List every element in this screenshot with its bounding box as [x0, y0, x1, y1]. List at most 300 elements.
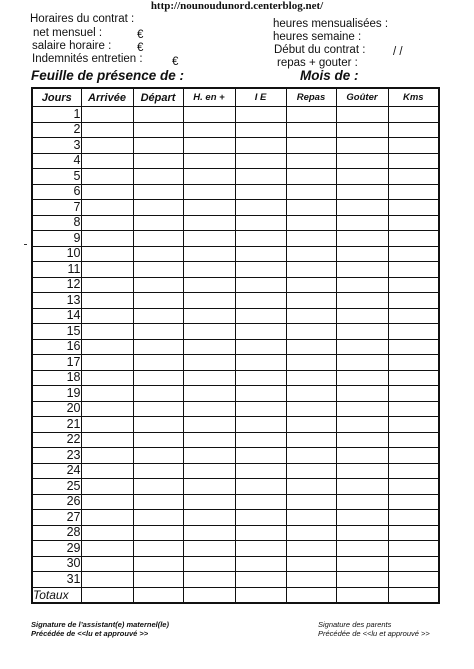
entry-cell[interactable]: [286, 448, 336, 464]
entry-cell[interactable]: [235, 122, 286, 138]
entry-cell[interactable]: [183, 370, 235, 386]
entry-cell[interactable]: [183, 525, 235, 541]
entry-cell[interactable]: [286, 169, 336, 185]
entry-cell[interactable]: [336, 510, 388, 526]
indemnites-label: Indemnités entretien :: [32, 53, 143, 65]
entry-cell[interactable]: [286, 386, 336, 402]
entry-cell[interactable]: [133, 494, 183, 510]
day-row: [32, 200, 439, 216]
day-row: [32, 107, 439, 123]
entry-cell[interactable]: [183, 184, 235, 200]
entry-cell[interactable]: [235, 432, 286, 448]
entry-cell[interactable]: [388, 293, 439, 309]
entry-cell[interactable]: [286, 153, 336, 169]
entry-cell[interactable]: [336, 401, 388, 417]
day-number: 25: [32, 479, 81, 495]
day-number: 31: [32, 572, 81, 588]
entry-cell[interactable]: [81, 432, 133, 448]
entry-cell[interactable]: [81, 479, 133, 495]
entry-cell[interactable]: [235, 541, 286, 557]
entry-cell[interactable]: [336, 479, 388, 495]
entry-cell[interactable]: [336, 277, 388, 293]
day-row: [32, 308, 439, 324]
day-row: [32, 417, 439, 433]
day-row: [32, 355, 439, 371]
entry-cell[interactable]: [183, 169, 235, 185]
entry-cell[interactable]: [336, 417, 388, 433]
entry-cell[interactable]: [388, 386, 439, 402]
entry-cell[interactable]: [235, 556, 286, 572]
day-row: [32, 572, 439, 588]
entry-cell[interactable]: [133, 370, 183, 386]
entry-cell[interactable]: [388, 432, 439, 448]
entry-cell[interactable]: [133, 308, 183, 324]
entry-cell[interactable]: [183, 463, 235, 479]
entry-cell[interactable]: [81, 231, 133, 247]
day-row: [32, 277, 439, 293]
entry-cell[interactable]: [286, 401, 336, 417]
col-header-jours: Jours: [32, 88, 81, 107]
entry-cell[interactable]: [133, 572, 183, 588]
entry-cell[interactable]: [388, 277, 439, 293]
entry-cell[interactable]: [183, 417, 235, 433]
entry-cell[interactable]: [183, 122, 235, 138]
entry-cell[interactable]: [388, 463, 439, 479]
totals-label: Totaux: [32, 587, 81, 603]
entry-cell[interactable]: [286, 293, 336, 309]
entry-cell[interactable]: [133, 200, 183, 216]
entry-cell[interactable]: [336, 525, 388, 541]
entry-cell[interactable]: [81, 370, 133, 386]
entry-cell[interactable]: [133, 556, 183, 572]
entry-cell[interactable]: [133, 184, 183, 200]
entry-cell[interactable]: [388, 215, 439, 231]
signature-parents-note: Précédée de <<lu et approuvé >>: [318, 629, 430, 638]
entry-cell[interactable]: [336, 339, 388, 355]
day-number: 1: [32, 107, 81, 123]
date-separators: / /: [393, 46, 403, 58]
entry-cell[interactable]: [388, 107, 439, 123]
entry-cell[interactable]: [336, 370, 388, 386]
entry-cell[interactable]: [183, 138, 235, 154]
entry-cell[interactable]: [235, 587, 286, 603]
entry-cell[interactable]: [235, 494, 286, 510]
entry-cell[interactable]: [286, 370, 336, 386]
entry-cell[interactable]: [286, 417, 336, 433]
entry-cell[interactable]: [336, 494, 388, 510]
entry-cell[interactable]: [235, 231, 286, 247]
entry-cell[interactable]: [81, 339, 133, 355]
entry-cell[interactable]: [235, 386, 286, 402]
entry-cell[interactable]: [388, 339, 439, 355]
entry-cell[interactable]: [81, 572, 133, 588]
entry-cell[interactable]: [133, 463, 183, 479]
entry-cell[interactable]: [336, 184, 388, 200]
entry-cell[interactable]: [235, 107, 286, 123]
entry-cell[interactable]: [183, 262, 235, 278]
entry-cell[interactable]: [388, 370, 439, 386]
entry-cell[interactable]: [183, 494, 235, 510]
debut-contrat-label: Début du contrat :: [274, 44, 366, 56]
entry-cell[interactable]: [286, 231, 336, 247]
entry-cell[interactable]: [133, 293, 183, 309]
heures-semaine-label: heures semaine :: [273, 31, 362, 43]
col-header-repas: Repas: [286, 88, 336, 107]
entry-cell[interactable]: [235, 370, 286, 386]
entry-cell[interactable]: [183, 277, 235, 293]
entry-cell[interactable]: [133, 277, 183, 293]
entry-cell[interactable]: [81, 184, 133, 200]
day-number: 26: [32, 494, 81, 510]
table-header-row: [32, 88, 439, 107]
entry-cell[interactable]: [183, 215, 235, 231]
entry-cell[interactable]: [183, 556, 235, 572]
entry-cell[interactable]: [336, 324, 388, 340]
entry-cell[interactable]: [81, 386, 133, 402]
entry-cell[interactable]: [388, 525, 439, 541]
entry-cell[interactable]: [336, 355, 388, 371]
entry-cell[interactable]: [286, 432, 336, 448]
site-url: http://nounoudunord.centerblog.net/: [150, 0, 324, 12]
entry-cell[interactable]: [388, 417, 439, 433]
entry-cell[interactable]: [336, 308, 388, 324]
entry-cell[interactable]: [235, 355, 286, 371]
entry-cell[interactable]: [133, 324, 183, 340]
entry-cell[interactable]: [286, 138, 336, 154]
entry-cell[interactable]: [81, 401, 133, 417]
entry-cell[interactable]: [81, 510, 133, 526]
entry-cell[interactable]: [336, 246, 388, 262]
entry-cell[interactable]: [81, 463, 133, 479]
totals-row: [32, 587, 439, 603]
day-number: 30: [32, 556, 81, 572]
entry-cell[interactable]: [133, 262, 183, 278]
entry-cell[interactable]: [183, 386, 235, 402]
col-header-gouter: Goûter: [336, 88, 388, 107]
entry-cell[interactable]: [336, 463, 388, 479]
entry-cell[interactable]: [183, 308, 235, 324]
entry-cell[interactable]: [183, 448, 235, 464]
entry-cell[interactable]: [133, 107, 183, 123]
day-row: [32, 169, 439, 185]
entry-cell[interactable]: [388, 494, 439, 510]
entry-cell[interactable]: [81, 200, 133, 216]
entry-cell[interactable]: [286, 541, 336, 557]
day-number: 12: [32, 277, 81, 293]
entry-cell[interactable]: [183, 231, 235, 247]
entry-cell[interactable]: [183, 355, 235, 371]
entry-cell[interactable]: [336, 541, 388, 557]
entry-cell[interactable]: [388, 169, 439, 185]
entry-cell[interactable]: [81, 556, 133, 572]
entry-cell[interactable]: [235, 525, 286, 541]
entry-cell[interactable]: [388, 138, 439, 154]
entry-cell[interactable]: [336, 556, 388, 572]
day-row: [32, 525, 439, 541]
entry-cell[interactable]: [133, 432, 183, 448]
entry-cell[interactable]: [336, 448, 388, 464]
entry-cell[interactable]: [388, 355, 439, 371]
entry-cell[interactable]: [81, 262, 133, 278]
entry-cell[interactable]: [388, 401, 439, 417]
day-row: [32, 184, 439, 200]
entry-cell[interactable]: [286, 200, 336, 216]
entry-cell[interactable]: [286, 324, 336, 340]
day-number: 7: [32, 200, 81, 216]
day-number: 8: [32, 215, 81, 231]
day-number: 15: [32, 324, 81, 340]
entry-cell[interactable]: [235, 324, 286, 340]
entry-cell[interactable]: [235, 401, 286, 417]
entry-cell[interactable]: [336, 262, 388, 278]
entry-cell[interactable]: [235, 169, 286, 185]
entry-cell[interactable]: [336, 138, 388, 154]
entry-cell[interactable]: [81, 448, 133, 464]
entry-cell[interactable]: [336, 215, 388, 231]
entry-cell[interactable]: [388, 153, 439, 169]
entry-cell[interactable]: [183, 339, 235, 355]
entry-cell[interactable]: [235, 138, 286, 154]
entry-cell[interactable]: [81, 293, 133, 309]
entry-cell[interactable]: [336, 386, 388, 402]
entry-cell[interactable]: [81, 355, 133, 371]
entry-cell[interactable]: [388, 448, 439, 464]
entry-cell[interactable]: [286, 479, 336, 495]
day-number: 20: [32, 401, 81, 417]
entry-cell[interactable]: [336, 231, 388, 247]
entry-cell[interactable]: [286, 262, 336, 278]
margin-mark: [24, 244, 27, 245]
entry-cell[interactable]: [81, 324, 133, 340]
day-row: [32, 510, 439, 526]
feuille-presence-title: Feuille de présence de :: [31, 68, 185, 83]
entry-cell[interactable]: [183, 510, 235, 526]
entry-cell[interactable]: [286, 339, 336, 355]
entry-cell[interactable]: [133, 541, 183, 557]
day-row: [32, 386, 439, 402]
entry-cell[interactable]: [388, 246, 439, 262]
entry-cell[interactable]: [183, 107, 235, 123]
entry-cell[interactable]: [336, 153, 388, 169]
entry-cell[interactable]: [235, 277, 286, 293]
entry-cell[interactable]: [133, 231, 183, 247]
entry-cell[interactable]: [183, 153, 235, 169]
net-mensuel-label: net mensuel :: [33, 27, 103, 39]
day-row: [32, 153, 439, 169]
entry-cell[interactable]: [133, 122, 183, 138]
entry-cell[interactable]: [286, 277, 336, 293]
day-row: [32, 479, 439, 495]
entry-cell[interactable]: [133, 448, 183, 464]
entry-cell[interactable]: [235, 448, 286, 464]
day-number: 11: [32, 262, 81, 278]
entry-cell[interactable]: [336, 587, 388, 603]
entry-cell[interactable]: [133, 246, 183, 262]
entry-cell[interactable]: [286, 510, 336, 526]
entry-cell[interactable]: [388, 541, 439, 557]
col-header-kms: Kms: [388, 88, 439, 107]
entry-cell[interactable]: [388, 556, 439, 572]
entry-cell[interactable]: [133, 339, 183, 355]
entry-cell[interactable]: [183, 432, 235, 448]
entry-cell[interactable]: [81, 494, 133, 510]
entry-cell[interactable]: [183, 200, 235, 216]
col-header-ie: I E: [235, 88, 286, 107]
day-number: 27: [32, 510, 81, 526]
signature-assistant-label: Signature de l’assistant(e) maternel(le): [31, 620, 169, 629]
entry-cell[interactable]: [388, 122, 439, 138]
entry-cell[interactable]: [183, 572, 235, 588]
entry-cell[interactable]: [286, 556, 336, 572]
entry-cell[interactable]: [388, 231, 439, 247]
day-number: 16: [32, 339, 81, 355]
entry-cell[interactable]: [388, 324, 439, 340]
entry-cell[interactable]: [81, 215, 133, 231]
entry-cell[interactable]: [133, 138, 183, 154]
day-number: 5: [32, 169, 81, 185]
entry-cell[interactable]: [183, 541, 235, 557]
col-header-heures-plus: H. en +: [183, 88, 235, 107]
entry-cell[interactable]: [183, 293, 235, 309]
col-header-depart: Départ: [133, 88, 183, 107]
day-number: 22: [32, 432, 81, 448]
entry-cell[interactable]: [81, 308, 133, 324]
entry-cell[interactable]: [133, 525, 183, 541]
entry-cell[interactable]: [235, 510, 286, 526]
euro-salaire: €: [137, 42, 144, 54]
day-row: [32, 262, 439, 278]
entry-cell[interactable]: [286, 587, 336, 603]
entry-cell[interactable]: [286, 107, 336, 123]
col-header-arrivee: Arrivée: [81, 88, 133, 107]
day-row: [32, 293, 439, 309]
day-row: [32, 448, 439, 464]
entry-cell[interactable]: [81, 122, 133, 138]
entry-cell[interactable]: [388, 262, 439, 278]
day-row: [32, 463, 439, 479]
day-number: 21: [32, 417, 81, 433]
day-row: [32, 138, 439, 154]
day-row: [32, 432, 439, 448]
entry-cell[interactable]: [388, 200, 439, 216]
entry-cell[interactable]: [235, 293, 286, 309]
day-number: 10: [32, 246, 81, 262]
entry-cell[interactable]: [81, 277, 133, 293]
horaires-label: Horaires du contrat :: [30, 13, 135, 25]
day-row: [32, 541, 439, 557]
entry-cell[interactable]: [133, 417, 183, 433]
entry-cell[interactable]: [286, 246, 336, 262]
entry-cell[interactable]: [336, 122, 388, 138]
entry-cell[interactable]: [81, 417, 133, 433]
entry-cell[interactable]: [133, 355, 183, 371]
day-number: 24: [32, 463, 81, 479]
entry-cell[interactable]: [81, 587, 133, 603]
entry-cell[interactable]: [235, 417, 286, 433]
entry-cell[interactable]: [81, 246, 133, 262]
entry-cell[interactable]: [133, 169, 183, 185]
day-row: [32, 231, 439, 247]
entry-cell[interactable]: [235, 246, 286, 262]
entry-cell[interactable]: [388, 308, 439, 324]
entry-cell[interactable]: [336, 432, 388, 448]
entry-cell[interactable]: [81, 107, 133, 123]
entry-cell[interactable]: [336, 200, 388, 216]
euro-net: €: [137, 29, 144, 41]
day-number: 14: [32, 308, 81, 324]
entry-cell[interactable]: [336, 572, 388, 588]
entry-cell[interactable]: [133, 479, 183, 495]
day-row: [32, 122, 439, 138]
entry-cell[interactable]: [235, 339, 286, 355]
entry-cell[interactable]: [133, 215, 183, 231]
heures-mensualisees-label: heures mensualisées :: [273, 18, 389, 30]
entry-cell[interactable]: [286, 184, 336, 200]
day-row: [32, 370, 439, 386]
entry-cell[interactable]: [388, 510, 439, 526]
entry-cell[interactable]: [286, 525, 336, 541]
entry-cell[interactable]: [183, 479, 235, 495]
entry-cell[interactable]: [81, 153, 133, 169]
day-number: 13: [32, 293, 81, 309]
entry-cell[interactable]: [133, 401, 183, 417]
entry-cell[interactable]: [388, 184, 439, 200]
entry-cell[interactable]: [286, 355, 336, 371]
euro-indemnites: €: [172, 56, 179, 68]
day-number: 23: [32, 448, 81, 464]
day-row: [32, 324, 439, 340]
entry-cell[interactable]: [133, 587, 183, 603]
entry-cell[interactable]: [235, 184, 286, 200]
entry-cell[interactable]: [235, 479, 286, 495]
entry-cell[interactable]: [183, 324, 235, 340]
entry-cell[interactable]: [133, 153, 183, 169]
entry-cell[interactable]: [286, 308, 336, 324]
repas-gouter-label: repas + gouter :: [277, 57, 358, 69]
entry-cell[interactable]: [336, 169, 388, 185]
entry-cell[interactable]: [388, 572, 439, 588]
entry-cell[interactable]: [235, 200, 286, 216]
entry-cell[interactable]: [388, 587, 439, 603]
entry-cell[interactable]: [286, 463, 336, 479]
entry-cell[interactable]: [183, 401, 235, 417]
entry-cell[interactable]: [235, 262, 286, 278]
entry-cell[interactable]: [286, 215, 336, 231]
entry-cell[interactable]: [235, 308, 286, 324]
entry-cell[interactable]: [286, 572, 336, 588]
entry-cell[interactable]: [81, 138, 133, 154]
entry-cell[interactable]: [336, 293, 388, 309]
day-row: [32, 556, 439, 572]
entry-cell[interactable]: [81, 525, 133, 541]
entry-cell[interactable]: [133, 386, 183, 402]
entry-cell[interactable]: [235, 572, 286, 588]
entry-cell[interactable]: [133, 510, 183, 526]
entry-cell[interactable]: [286, 122, 336, 138]
entry-cell[interactable]: [183, 587, 235, 603]
day-number: 2: [32, 122, 81, 138]
entry-cell[interactable]: [235, 215, 286, 231]
entry-cell[interactable]: [388, 479, 439, 495]
entry-cell[interactable]: [81, 541, 133, 557]
entry-cell[interactable]: [336, 107, 388, 123]
entry-cell[interactable]: [81, 169, 133, 185]
entry-cell[interactable]: [286, 494, 336, 510]
entry-cell[interactable]: [235, 463, 286, 479]
entry-cell[interactable]: [183, 246, 235, 262]
entry-cell[interactable]: [235, 153, 286, 169]
day-row: [32, 494, 439, 510]
